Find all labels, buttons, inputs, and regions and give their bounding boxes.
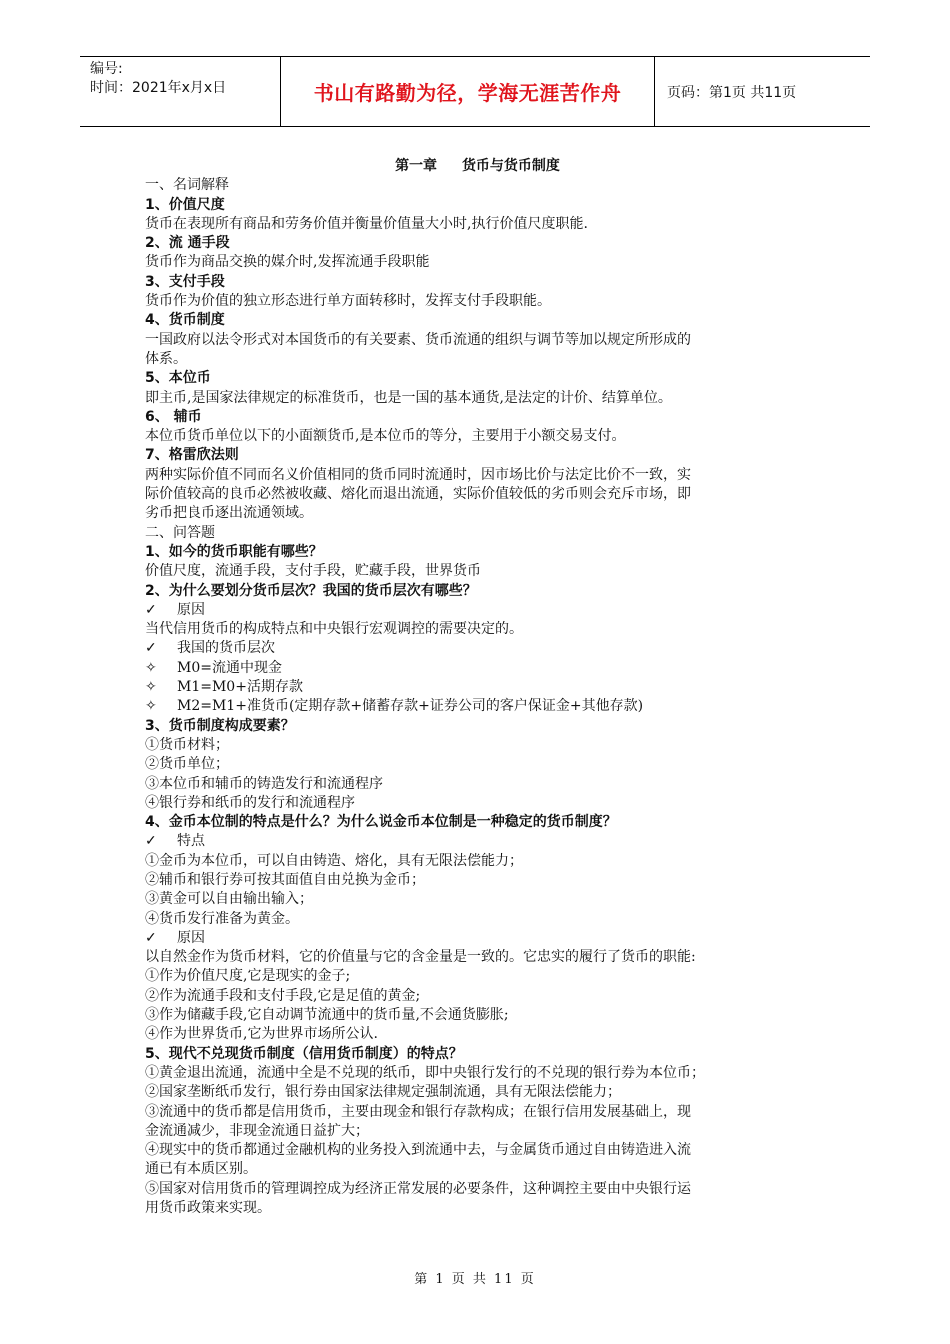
section-heading bbox=[145, 446, 810, 465]
line-text: 即主币,是国家法律规定的标准货币，也是一国的基本通货,是法定的计价、结算单位。 bbox=[145, 389, 672, 406]
text-line bbox=[145, 176, 810, 195]
line-text: 用货币政策来实现。 bbox=[145, 1200, 271, 1217]
line-text: ④银行券和纸币的发行和流通程序 bbox=[145, 794, 355, 811]
line-text: 3、货币制度构成要素？ bbox=[145, 717, 295, 734]
line-text: 5、本位币 bbox=[145, 370, 211, 387]
line-text: ③黄金可以自由输出输入； bbox=[145, 891, 313, 908]
text-line bbox=[145, 601, 810, 620]
line-text: 货币在表现所有商品和劳务价值并衡量价值量大小时,执行价值尺度职能. bbox=[145, 215, 588, 232]
line-text: 1、价值尺度 bbox=[145, 196, 225, 213]
chapter-heading bbox=[145, 157, 810, 176]
line-text: 体系。 bbox=[145, 350, 187, 367]
line-text: ③作为储藏手段,它自动调节流通中的货币量,不会通货膨胀; bbox=[145, 1007, 509, 1024]
section-heading bbox=[145, 234, 810, 253]
line-text: ②辅币和银行券可按其面值自由兑换为金币； bbox=[145, 871, 425, 888]
text-line bbox=[145, 678, 810, 697]
text-line bbox=[145, 697, 810, 716]
text-line bbox=[145, 1122, 810, 1141]
text-line bbox=[145, 736, 810, 755]
check-mark-icon: ✓ bbox=[145, 929, 157, 946]
line-text: 一国政府以法令形式对本国货币的有关要素、货币流通的组织与调节等加以规定所形成的 bbox=[145, 331, 691, 348]
text-line bbox=[145, 504, 810, 523]
text-line bbox=[145, 1006, 810, 1025]
text-line bbox=[145, 1199, 810, 1218]
line-text: ①货币材料； bbox=[145, 736, 229, 753]
section-heading bbox=[145, 311, 810, 330]
text-line bbox=[145, 1103, 810, 1122]
line-text: 以自然金作为货币材料，它的价值量与它的含金量是一致的。它忠实的履行了货币的职能: bbox=[145, 949, 696, 966]
line-text: 特点 bbox=[177, 833, 205, 850]
text-line bbox=[145, 427, 810, 446]
section-heading bbox=[145, 408, 810, 427]
line-text: 原因 bbox=[177, 601, 205, 618]
line-text: 货币作为价值的独立形态进行单方面转移时，发挥支付手段职能。 bbox=[145, 293, 551, 310]
diamond-bullet-icon: ✧ bbox=[145, 698, 157, 715]
line-text: ④货币发行准备为黄金。 bbox=[145, 910, 299, 927]
section-heading bbox=[145, 1045, 810, 1064]
text-line bbox=[145, 794, 810, 813]
diamond-bullet-icon: ✧ bbox=[145, 659, 157, 676]
time-label: 时间：2021年x月x日 bbox=[90, 80, 227, 96]
line-text: 我国的货币层次 bbox=[177, 640, 275, 657]
line-text: 4、金币本位制的特点是什么？为什么说金币本位制是一种稳定的货币制度？ bbox=[145, 814, 617, 831]
text-line bbox=[145, 350, 810, 369]
text-line bbox=[145, 948, 810, 967]
text-line bbox=[145, 1141, 810, 1160]
line-text: 6、 辅币 bbox=[145, 408, 202, 425]
line-text: M1=M0+活期存款 bbox=[177, 679, 303, 696]
text-line bbox=[145, 852, 810, 871]
line-text: 2、为什么要划分货币层次？我国的货币层次有哪些？ bbox=[145, 582, 477, 599]
line-text: 1、如今的货币职能有哪些？ bbox=[145, 543, 323, 560]
check-mark-icon: ✓ bbox=[145, 601, 157, 618]
section-heading bbox=[145, 273, 810, 292]
text-line bbox=[145, 775, 810, 794]
number-label: 编号: bbox=[90, 61, 123, 77]
line-text: 2、流 通手段 bbox=[145, 235, 230, 252]
text-line bbox=[145, 1064, 810, 1083]
text-line bbox=[145, 967, 810, 986]
line-text: ①黄金退出流通，流通中全是不兑现的纸币，即中央银行发行的不兑现的银行券为本位币； bbox=[145, 1064, 705, 1081]
text-line bbox=[145, 755, 810, 774]
line-text: 货币作为商品交换的媒介时,发挥流通手段职能 bbox=[145, 254, 430, 271]
text-line bbox=[145, 659, 810, 678]
text-line bbox=[145, 292, 810, 311]
text-line bbox=[145, 215, 810, 234]
text-line bbox=[145, 620, 810, 639]
text-line bbox=[145, 562, 810, 581]
line-text: ⑤国家对信用货币的管理调控成为经济正常发展的必要条件，这种调控主要由中央银行运 bbox=[145, 1180, 691, 1197]
header-page-info: 页码：第1页 共11页 bbox=[667, 84, 797, 101]
document-body bbox=[145, 157, 810, 1218]
text-line bbox=[145, 389, 810, 408]
text-line bbox=[145, 929, 810, 948]
line-text: 3、支付手段 bbox=[145, 273, 225, 290]
text-line bbox=[145, 987, 810, 1006]
line-text: M2=M1+准货币(定期存款+储蓄存款+证券公司的客户保证金+其他存款) bbox=[177, 698, 644, 715]
line-text: ④作为世界货币,它为世界市场所公认. bbox=[145, 1026, 378, 1043]
chapter-title: 货币与货币制度 bbox=[461, 158, 560, 174]
line-text: ②作为流通手段和支付手段,它是足值的黄金; bbox=[145, 987, 421, 1004]
section-heading bbox=[145, 717, 810, 736]
section-heading bbox=[145, 543, 810, 562]
line-text: 两种实际价值不同而名义价值相同的货币同时流通时，因市场比价与法定比价不一致，实 bbox=[145, 466, 691, 483]
text-line bbox=[145, 253, 810, 272]
text-line bbox=[145, 331, 810, 350]
text-line bbox=[145, 1160, 810, 1179]
line-text: 当代信用货币的构成特点和中央银行宏观调控的需要决定的。 bbox=[145, 621, 523, 638]
line-text: 价值尺度，流通手段，支付手段，贮藏手段，世界货币 bbox=[145, 563, 481, 580]
text-line bbox=[145, 466, 810, 485]
line-text: 际价值较高的良币必然被收藏、熔化而退出流通，实际价值较低的劣币则会充斥市场，即 bbox=[145, 486, 691, 503]
text-line bbox=[145, 1083, 810, 1102]
line-text: 金流通减少，非现金流通日益扩大； bbox=[145, 1122, 369, 1139]
line-text: M0=流通中现金 bbox=[177, 659, 282, 676]
line-text: 劣币把良币逐出流通领域。 bbox=[145, 505, 313, 522]
line-text: 4、货币制度 bbox=[145, 312, 225, 329]
header-motto: 书山有路勤为径，学海无涯苦作舟 bbox=[281, 57, 655, 126]
line-text: 7、格雷欣法则 bbox=[145, 447, 239, 464]
line-text: 5、现代不兑现货币制度（信用货币制度）的特点？ bbox=[145, 1045, 463, 1062]
line-text: 本位币货币单位以下的小面额货币,是本位币的等分，主要用于小额交易支付。 bbox=[145, 428, 626, 445]
text-line bbox=[145, 871, 810, 890]
body-lines bbox=[145, 176, 810, 1218]
section-heading bbox=[145, 369, 810, 388]
text-line bbox=[145, 485, 810, 504]
check-mark-icon: ✓ bbox=[145, 640, 157, 657]
text-line bbox=[145, 1025, 810, 1044]
line-text: ①作为价值尺度,它是现实的金子; bbox=[145, 968, 351, 985]
line-text: ④现实中的货币都通过金融机构的业务投入到流通中去，与金属货币通过自由铸造进入流 bbox=[145, 1142, 691, 1159]
section-heading bbox=[145, 196, 810, 215]
check-mark-icon: ✓ bbox=[145, 833, 157, 850]
page-footer: 第 1 页 共 11 页 bbox=[414, 1272, 536, 1287]
line-text: ②货币单位； bbox=[145, 756, 229, 773]
diamond-bullet-icon: ✧ bbox=[145, 679, 157, 696]
line-text: ①金币为本位币，可以自由铸造、熔化，具有无限法偿能力； bbox=[145, 852, 523, 869]
text-line bbox=[145, 524, 810, 543]
text-line bbox=[145, 890, 810, 909]
line-text: 原因 bbox=[177, 929, 205, 946]
line-text: 二、问答题 bbox=[145, 524, 215, 541]
document-header bbox=[80, 56, 870, 127]
line-text: ③流通中的货币都是信用货币，主要由现金和银行存款构成；在银行信用发展基础上，现 bbox=[145, 1103, 691, 1120]
text-line bbox=[145, 832, 810, 851]
line-text: 通已有本质区别。 bbox=[145, 1161, 257, 1178]
chapter-number: 第一章 bbox=[395, 158, 438, 174]
section-heading bbox=[145, 813, 810, 832]
text-line bbox=[145, 910, 810, 929]
text-line bbox=[145, 1180, 810, 1199]
section-heading bbox=[145, 582, 810, 601]
line-text: 一、名词解释 bbox=[145, 177, 229, 194]
header-meta bbox=[80, 57, 281, 126]
line-text: ③本位币和辅币的铸造发行和流通程序 bbox=[145, 775, 383, 792]
line-text: ②国家垄断纸币发行，银行券由国家法律规定强制流通，具有无限法偿能力； bbox=[145, 1084, 621, 1101]
text-line bbox=[145, 639, 810, 658]
